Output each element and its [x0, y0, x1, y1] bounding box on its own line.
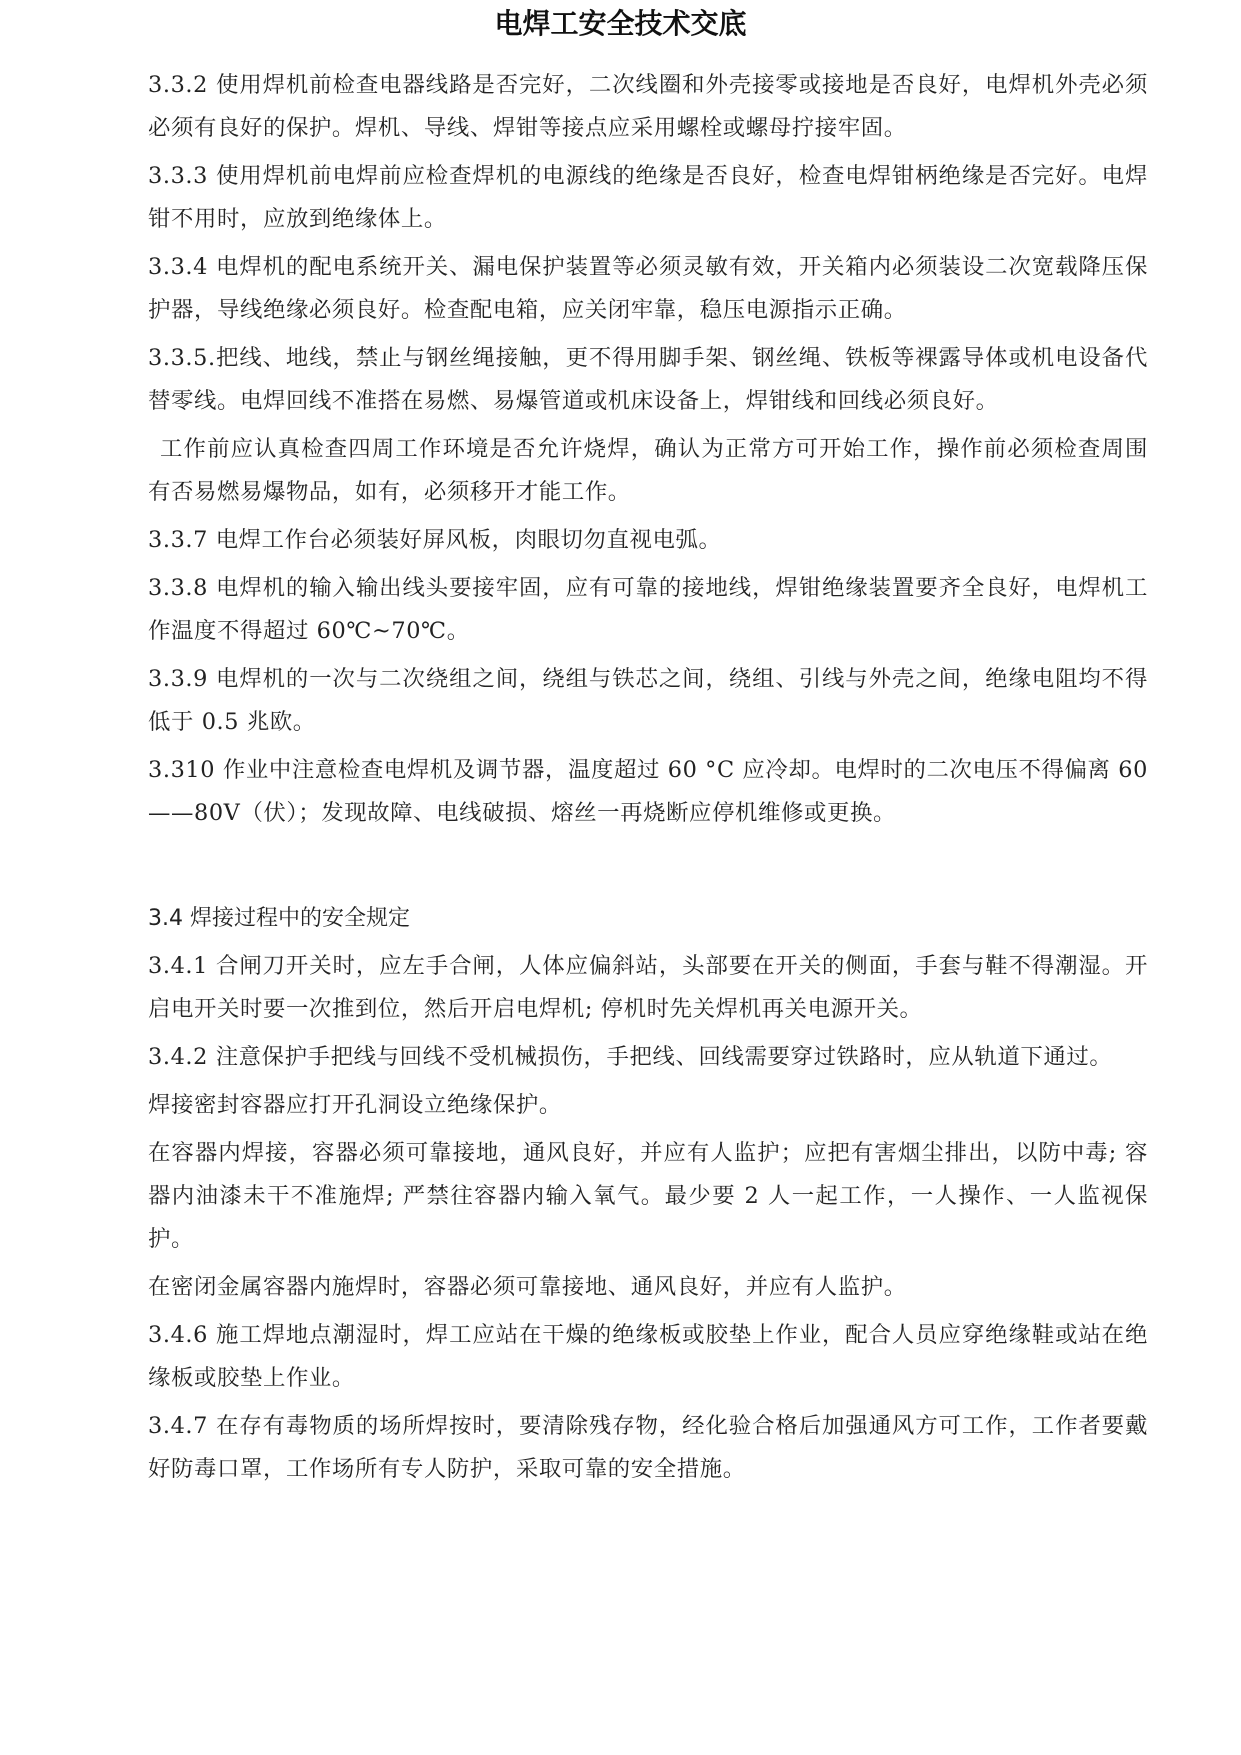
section-heading-3-4: 3.4 焊接过程中的安全规定 — [148, 906, 410, 931]
paragraph-3-4-2: 3.4.2 注意保护手把线与回线不受机械损伤，手把线、回线需要穿过铁路时，应从轨道下通过。 — [148, 1044, 1113, 1070]
paragraph-3-3-3: 3.3.3 使用焊机前电焊前应检查焊机的电源线的绝缘是否良好，检查电焊钳柄绝缘是否完好。电焊钳不用时，应放到绝缘体上。 — [148, 163, 1148, 232]
paragraph-3-4-7: 3.4.7 在存有毒物质的场所焊按时，要清除残存物，经化验合格后加强通风方可工作，工作者要戴好防毒口罩，工作场所有专人防护，采取可靠的安全措施。 — [148, 1413, 1148, 1482]
paragraph-sealed-container: 焊接密封容器应打开孔洞设立绝缘保护。 — [148, 1092, 562, 1118]
paragraph-3-4-1: 3.4.1 合闸刀开关时，应左手合闸，人体应偏斜站，头部要在开关的侧面，手套与鞋不得潮湿。开启电开关时要一次推到位，然后开启电焊机; 停机时先关焊机再关电源开关。 — [148, 953, 1148, 1022]
paragraph-in-container-welding: 在容器内焊接，容器必须可靠接地，通风良好，并应有人监护；应把有害烟尘排出，以防中毒; 容器内油漆未干不准施焊; 严禁往容器内输入氧气。最少要 2 人一起工作，一人操作、一人监视保护。 — [148, 1140, 1148, 1252]
paragraph-3-3-8: 3.3.8 电焊机的输入输出线头要接牢固，应有可靠的接地线，焊钳绝缘装置要齐全良好，电焊机工作温度不得超过 60℃~70℃。 — [148, 575, 1148, 644]
paragraph-3-3-4: 3.3.4 电焊机的配电系统开关、漏电保护装置等必须灵敏有效，开关箱内必须装设二次宽载降压保护器，导线绝缘必须良好。检查配电箱，应关闭牢靠，稳压电源指示正确。 — [148, 254, 1148, 323]
paragraph-work-environment-check: 工作前应认真检查四周工作环境是否允许烧焊，确认为正常方可开始工作，操作前必须检查周围有否易燃易爆物品，如有，必须移开才能工作。 — [148, 436, 1148, 505]
paragraph-3-3-10: 3.310 作业中注意检查电焊机及调节器，温度超过 60 °C 应冷却。电焊时的二次电压不得偏离 60——80V（伏）；发现故障、电线破损、熔丝一再烧断应停机维修或更换。 — [148, 757, 1148, 826]
document-title: 电焊工安全技术交底 — [494, 7, 747, 40]
paragraph-3-3-9: 3.3.9 电焊机的一次与二次绕组之间，绕组与铁芯之间，绕组、引线与外壳之间，绝缘电阻均不得低于 0.5 兆欧。 — [148, 666, 1148, 735]
paragraph-3-3-5: 3.3.5.把线、地线，禁止与钢丝绳接触，更不得用脚手架、钢丝绳、铁板等裸露导体或机电设备代替零线。电焊回线不准搭在易燃、易爆管道或机床设备上，焊钳线和回线必须良好。 — [148, 345, 1148, 414]
paragraph-closed-metal-container: 在密闭金属容器内施焊时，容器必须可靠接地、通风良好，并应有人监护。 — [148, 1274, 907, 1300]
paragraph-3-3-2: 3.3.2 使用焊机前检查电器线路是否完好，二次线圈和外壳接零或接地是否良好，电焊机外壳必须必须有良好的保护。焊机、导线、焊钳等接点应采用螺栓或螺母拧接牢固。 — [148, 72, 1148, 141]
paragraph-3-3-7: 3.3.7 电焊工作台必须装好屏风板，肉眼切勿直视电弧。 — [148, 527, 722, 553]
document-body — [148, 64, 1148, 1496]
paragraph-3-4-6: 3.4.6 施工焊地点潮湿时，焊工应站在干燥的绝缘板或胶垫上作业，配合人员应穿绝缘鞋或站在绝缘板或胶垫上作业。 — [148, 1322, 1148, 1391]
